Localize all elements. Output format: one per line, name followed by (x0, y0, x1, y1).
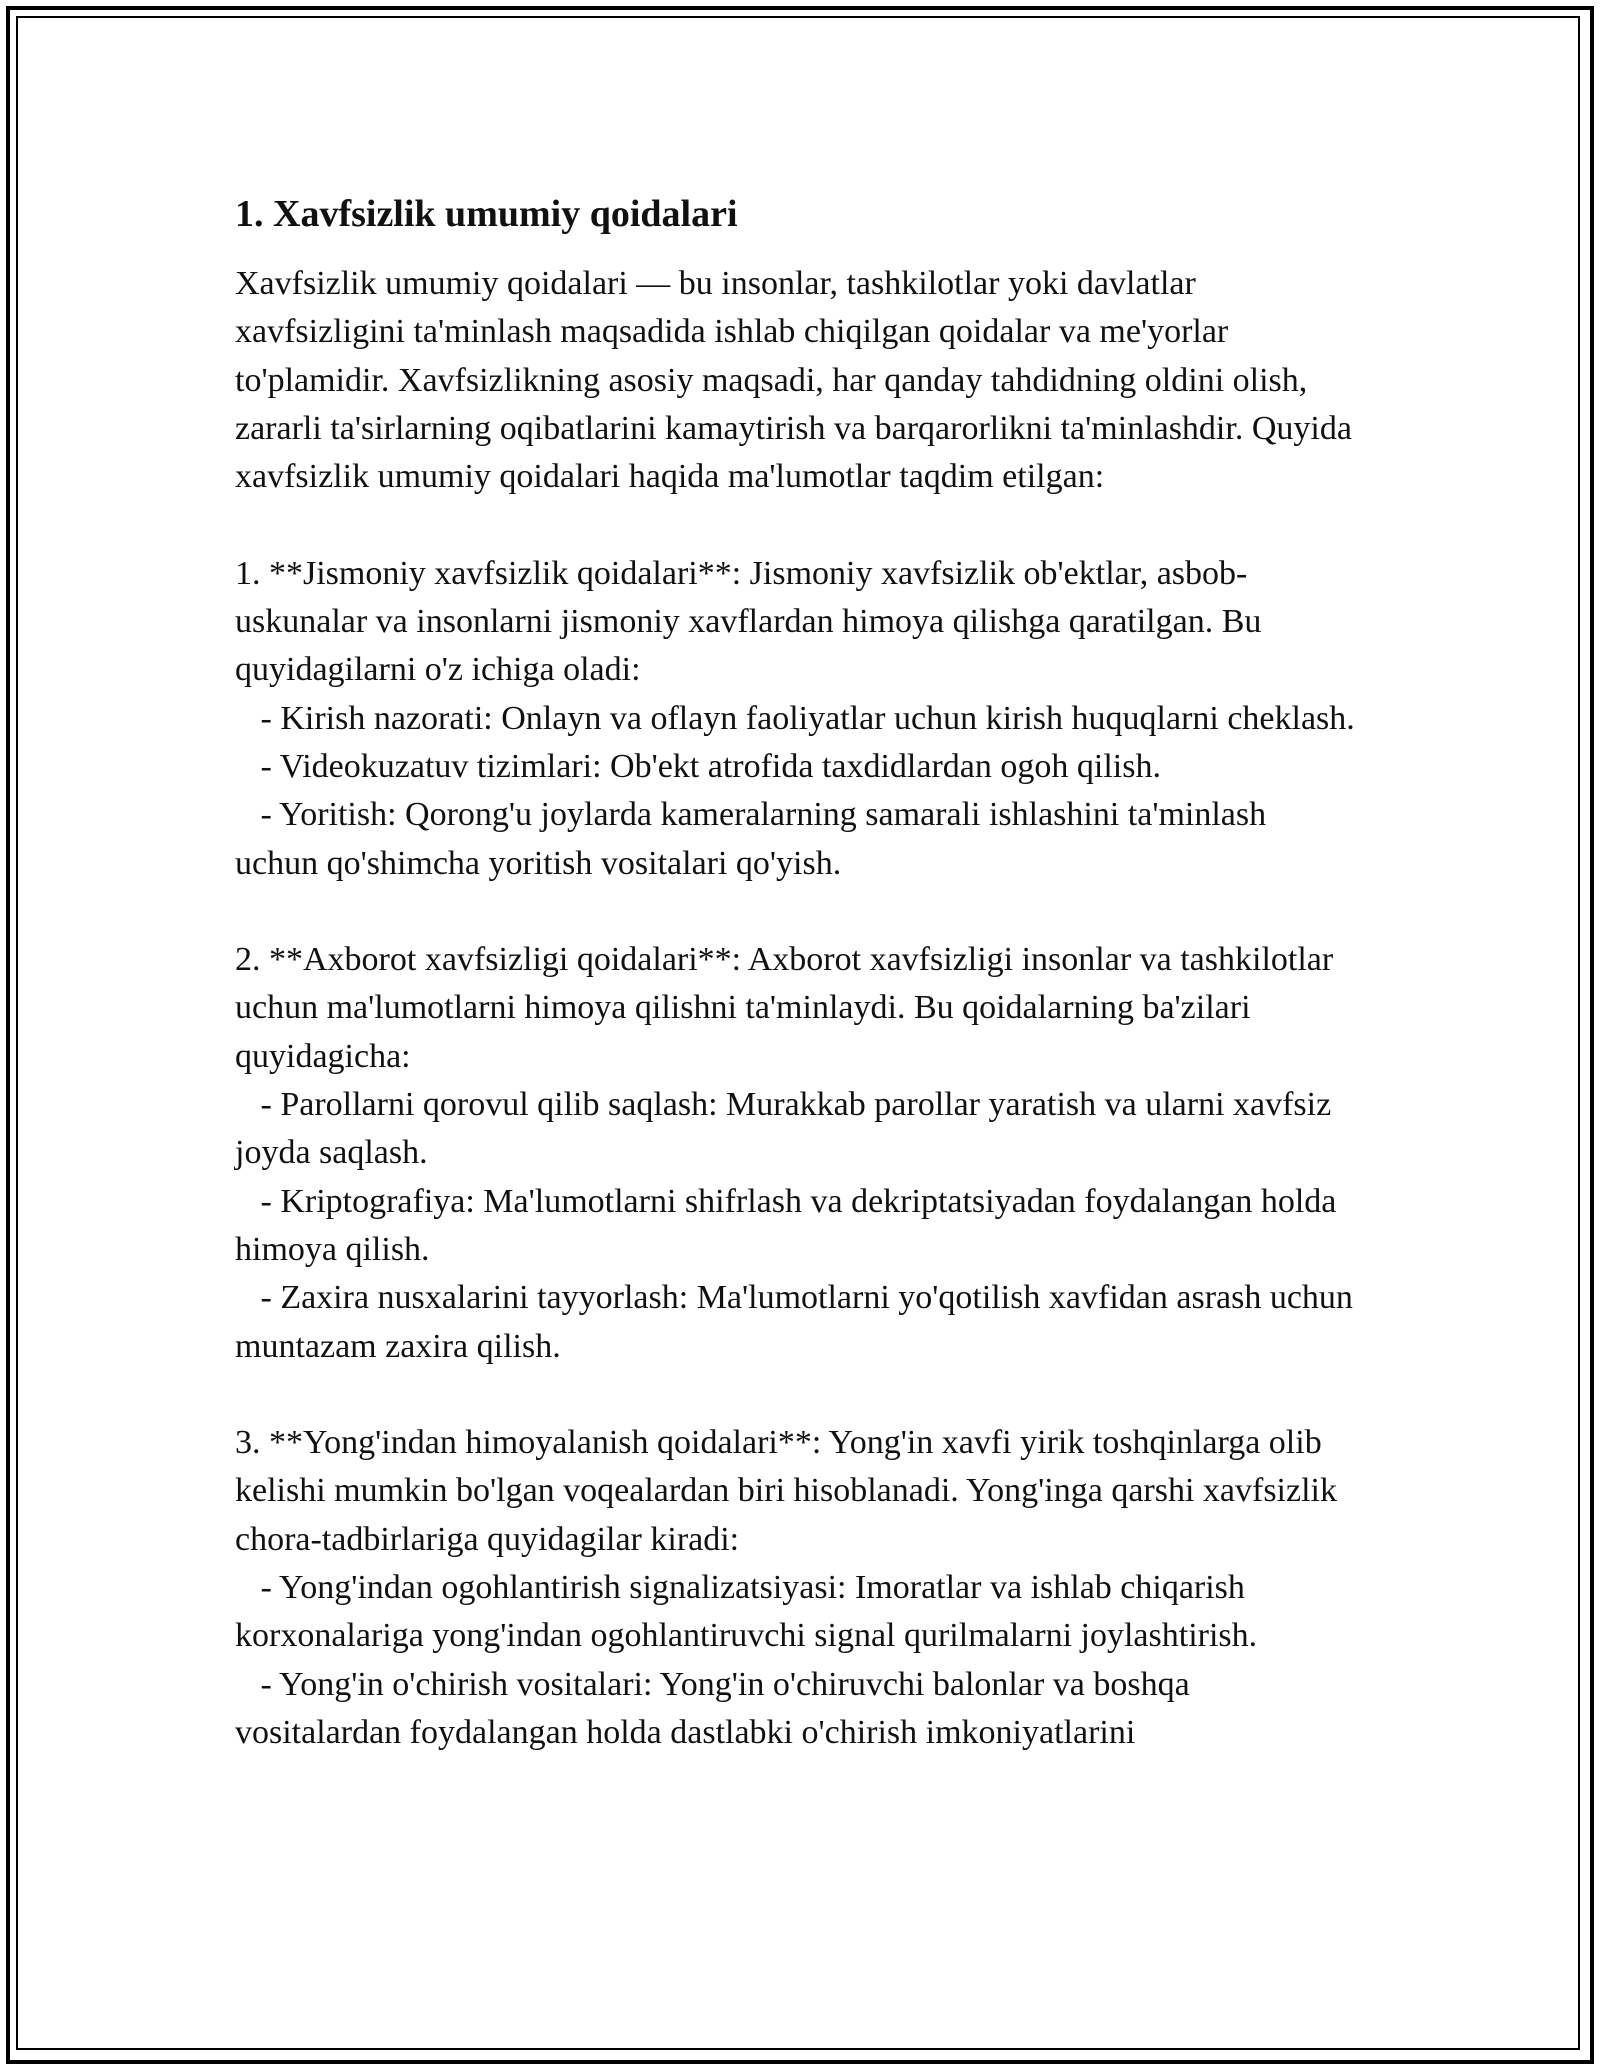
section-heading: 2. **Axborot xavfsizligi qoidalari**: Axborot xavfsizligi insonlar va tashkilotlar uchun ma'lumotlarni himoya qilishni ta'minlaydi. Bu qoidalarning ba'zilari quyidagicha: (235, 941, 1334, 1075)
paragraph-gap (235, 501, 1355, 549)
section-physical-security (235, 550, 1355, 888)
list-item: - Yong'in o'chirish vositalari: Yong'in o'chiruvchi balonlar va boshqa vositalardan foydalangan holda dastlabki o'chirish imkoniyatlarini (235, 1665, 1199, 1751)
section-fire-safety (235, 1419, 1355, 1757)
list-item: - Yoritish: Qorong'u joylarda kameralarning samarali ishlashini ta'minlash uchun qo'shimcha yoritish vositalari qo'yish. (235, 796, 1275, 882)
document-title: 1. Xavfsizlik umumiy qoidalari (235, 193, 738, 235)
section-information-security (235, 936, 1362, 1371)
document-body (235, 188, 1362, 1757)
list-item: - Parollarni qorovul qilib saqlash: Murakkab parollar yaratish va ularni xavfsiz joyda saqlash. (235, 1086, 1340, 1172)
list-item: - Kriptografiya: Ma'lumotlarni shifrlash va dekriptatsiyadan foydalangan holda himoya qilish. (235, 1182, 1345, 1268)
list-item: - Kirish nazorati: Onlayn va oflayn faoliyatlar uchun kirish huquqlarni cheklash. (235, 699, 1355, 737)
list-item: - Zaxira nusxalarini tayyorlash: Ma'lumotlarni yo'qotilish xavfidan asrash uchun muntazam zaxira qilish. (235, 1279, 1362, 1365)
intro-paragraph: Xavfsizlik umumiy qoidalari — bu insonlar, tashkilotlar yoki davlatlar xavfsizligini ta'minlash maqsadida ishlab chiqilgan qoidalar va me'yorlar to'plamidir. Xavfsizlikning asosiy maqsadi, har qanday tahdidning oldini olish, zararli ta'sirlarning oqibatlarini kamaytirish va barqarorlikni ta'minlashdir. Quyida xavfsizlik umumiy qoidalari haqida ma'lumotlar taqdim etilgan: (235, 265, 1352, 496)
paragraph-gap (235, 888, 1355, 936)
list-item: - Yong'indan ogohlantirish signalizatsiyasi: Imoratlar va ishlab chiqarish korxonalariga yong'indan ogohlantiruvchi signal qurilmalarni joylashtirish. (235, 1569, 1258, 1655)
paragraph-gap (235, 1371, 1355, 1419)
section-heading: 3. **Yong'indan himoyalanish qoidalari**: Yong'in xavfi yirik toshqinlarga olib kelishi mumkin bo'lgan voqealardan biri hisoblanadi. Yong'inga qarshi xavfsizlik chora-tadbirlariga quyidagilar kiradi: (235, 1424, 1337, 1558)
list-item: - Videokuzatuv tizimlari: Ob'ekt atrofida taxdidlardan ogoh qilish. (235, 747, 1161, 785)
section-heading: 1. **Jismoniy xavfsizlik qoidalari**: Jismoniy xavfsizlik ob'ektlar, asbob-uskunalar va insonlarni jismoniy xavflardan himoya qilishga qaratilgan. Bu quyidagilarni o'z ichiga oladi: (235, 554, 1262, 689)
